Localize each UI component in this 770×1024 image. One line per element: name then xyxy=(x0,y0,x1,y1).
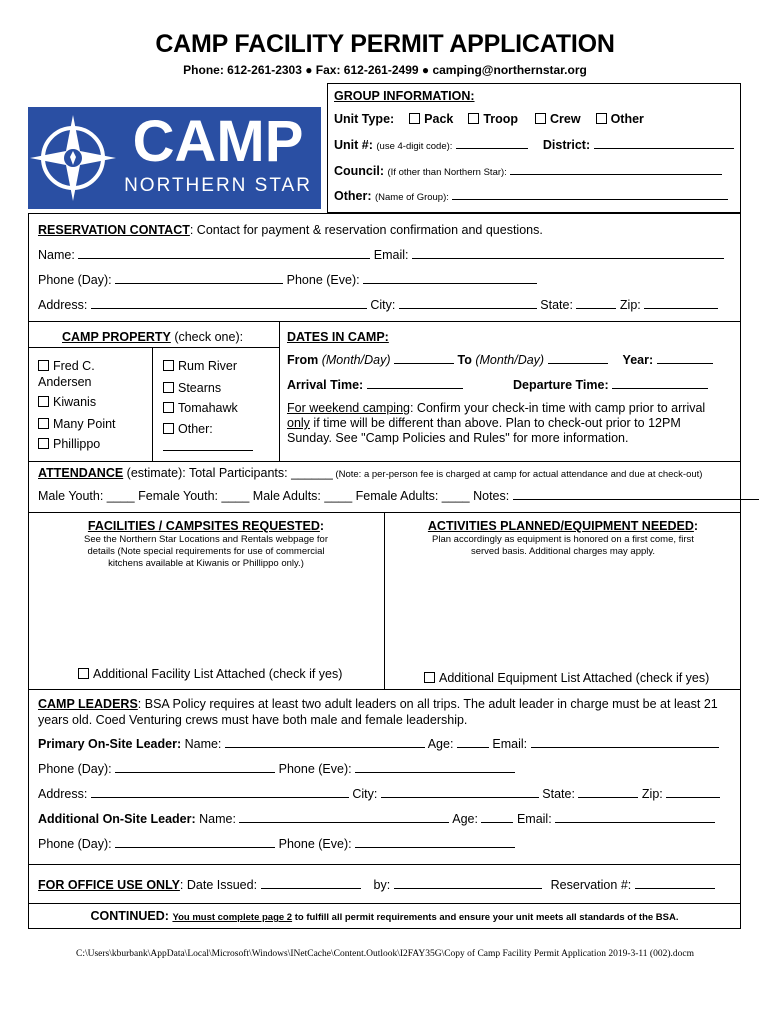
checkbox-icon[interactable] xyxy=(596,113,607,124)
checkbox-icon[interactable] xyxy=(38,360,49,371)
council-field[interactable] xyxy=(510,165,722,175)
unit-type-label: Unit Type: xyxy=(334,112,395,126)
property-rum-river[interactable]: Rum River xyxy=(163,360,237,373)
date-issued-field[interactable] xyxy=(261,879,361,889)
additional-leader-phone-row: Phone (Day): Phone (Eve): xyxy=(38,838,515,851)
reservation-name-field[interactable] xyxy=(78,249,370,259)
activities-heading: ACTIVITIES PLANNED/EQUIPMENT NEEDED: xyxy=(427,519,699,533)
checkbox-icon[interactable] xyxy=(78,668,89,679)
arrival-time-field[interactable] xyxy=(367,379,463,389)
other-group-row: Other: (Name of Group): xyxy=(334,190,728,203)
camp-leaders-header: CAMP LEADERS: BSA Policy requires at least two adult leaders on all trips. The adult leader in charge must be at least 21 years old. Coed Venturing crews must have both male and female leadership. xyxy=(38,697,718,727)
equipment-list-attached[interactable]: Additional Equipment List Attached (check if yes) xyxy=(424,672,709,685)
primary-leader-phone-row: Phone (Day): Phone (Eve): xyxy=(38,763,515,776)
weekend-note-line-3: Sunday. See "Camp Policies and Rules" for more information. xyxy=(287,431,629,445)
reservation-name-row: Name: Email: xyxy=(38,249,724,262)
dates-from-to-row: From (Month/Day) To (Month/Day) Year: xyxy=(287,354,713,367)
property-many-point[interactable]: Many Point xyxy=(38,418,116,431)
departure-row: Departure Time: xyxy=(513,379,708,392)
property-fred-c-andersen[interactable]: Fred C. Andersen xyxy=(38,359,95,389)
to-date-field[interactable] xyxy=(548,354,608,364)
checkbox-icon[interactable] xyxy=(163,402,174,413)
contact-line: Phone: 612-261-2303 ● Fax: 612-261-2499 ● camping@northernstar.org xyxy=(183,63,587,77)
from-date-field[interactable] xyxy=(394,354,454,364)
unit-type-row xyxy=(334,113,644,126)
checkbox-icon[interactable] xyxy=(163,382,174,393)
weekend-note-line-1: For weekend camping: Confirm your check-in time with camp prior to arrival xyxy=(287,401,706,415)
unit-number-row: Unit #: (use 4-digit code): District: xyxy=(334,139,734,152)
checkbox-icon[interactable] xyxy=(409,113,420,124)
unit-type-troop[interactable]: Troop xyxy=(468,112,518,126)
primary-leader-city-field[interactable] xyxy=(381,788,539,798)
primary-leader-address-field[interactable] xyxy=(91,788,349,798)
reservation-email-field[interactable] xyxy=(412,249,724,259)
logo-subtitle: NORTHERN STAR xyxy=(124,175,312,196)
additional-leader-age-field[interactable] xyxy=(481,813,513,823)
primary-leader-email-field[interactable] xyxy=(531,738,719,748)
reservation-address-field[interactable] xyxy=(91,299,367,309)
dates-heading: DATES IN CAMP: xyxy=(287,330,389,344)
reservation-city-field[interactable] xyxy=(399,299,537,309)
file-path-footer: C:\Users\kburbank\AppData\Local\Microsoft\Windows\INetCache\Content.Outlook\I2FAY35G\Copy of Camp Facility Permit Application 2019-3-11 (002).docm xyxy=(75,949,694,959)
property-phillippo[interactable]: Phillippo xyxy=(38,438,100,451)
property-other-field[interactable] xyxy=(163,441,253,451)
checkbox-icon[interactable] xyxy=(163,423,174,434)
additional-leader-row: Additional On-Site Leader: Name: Age: Email: xyxy=(38,813,715,826)
primary-leader-phone-day-field[interactable] xyxy=(115,763,275,773)
group-info-heading: GROUP INFORMATION: xyxy=(334,89,475,103)
primary-leader-phone-eve-field[interactable] xyxy=(355,763,515,773)
unit-type-other[interactable]: Other xyxy=(596,112,644,126)
camp-northern-star-logo xyxy=(28,107,321,209)
additional-leader-phone-day-field[interactable] xyxy=(115,838,275,848)
departure-time-field[interactable] xyxy=(612,379,708,389)
reservation-phone-row: Phone (Day): Phone (Eve): xyxy=(38,274,537,287)
camp-property-heading: CAMP PROPERTY (check one): xyxy=(62,330,244,344)
other-group-field[interactable] xyxy=(452,190,728,200)
reservation-number-field[interactable] xyxy=(635,879,715,889)
district-field[interactable] xyxy=(594,139,734,149)
checkbox-icon[interactable] xyxy=(535,113,546,124)
reservation-phone-day-field[interactable] xyxy=(115,274,283,284)
activities-desc: Plan accordingly as equipment is honored on a first come, first served basis. Additional charges may apply. xyxy=(432,534,694,557)
arrival-row: Arrival Time: xyxy=(287,379,463,392)
checkbox-icon[interactable] xyxy=(38,396,49,407)
attendance-breakdown-row: Male Youth: ____ Female Youth: ____ Male Adults: ____ Female Adults: ____ Notes: xyxy=(38,490,759,503)
primary-leader-row: Primary On-Site Leader: Name: Age: Email: xyxy=(38,738,719,751)
reservation-contact-header: RESERVATION CONTACT: Contact for payment & reservation confirmation and questions. xyxy=(38,223,543,237)
checkbox-icon[interactable] xyxy=(38,438,49,449)
unit-number-field[interactable] xyxy=(456,139,528,149)
primary-leader-name-field[interactable] xyxy=(225,738,425,748)
attendance-notes-field[interactable] xyxy=(513,490,759,500)
checkbox-icon[interactable] xyxy=(468,113,479,124)
issued-by-field[interactable] xyxy=(394,879,542,889)
primary-leader-address-row: Address: City: State: Zip: xyxy=(38,788,720,801)
council-row: Council: (If other than Northern Star): xyxy=(334,165,722,178)
unit-type-pack[interactable]: Pack xyxy=(409,112,453,126)
checkbox-icon[interactable] xyxy=(38,418,49,429)
facilities-desc: See the Northern Star Locations and Rentals webpage for details (Note special requirements for use of commercial kitchens available at Kiwanis or Phillippo only.) xyxy=(84,534,328,569)
additional-leader-phone-eve-field[interactable] xyxy=(355,838,515,848)
continued-note: CONTINUED: You must complete page 2 to fulfill all permit requirements and ensure your unit meets all standards of the BSA. xyxy=(90,909,679,923)
additional-leader-name-field[interactable] xyxy=(239,813,449,823)
attendance-row: ATTENDANCE (estimate): Total Participants: ______ (Note: a per-person fee is charged at camp for actual attendance and due at check-out) xyxy=(38,466,703,480)
primary-leader-state-field[interactable] xyxy=(578,788,638,798)
reservation-address-row: Address: City: State: Zip: xyxy=(38,299,718,312)
weekend-note-line-2: only if time will be different than above. Plan to check-out prior to 12PM xyxy=(287,416,681,430)
page-2-link[interactable]: You must complete page 2 xyxy=(172,912,293,923)
logo-word: CAMP xyxy=(132,109,304,174)
property-other[interactable]: Other: xyxy=(163,423,213,436)
facilities-heading: FACILITIES / CAMPSITES REQUESTED: xyxy=(87,519,325,533)
unit-type-crew[interactable]: Crew xyxy=(535,112,581,126)
page-title: CAMP FACILITY PERMIT APPLICATION xyxy=(155,30,615,58)
checkbox-icon[interactable] xyxy=(163,360,174,371)
property-tomahawk[interactable]: Tomahawk xyxy=(163,402,238,415)
year-field[interactable] xyxy=(657,354,713,364)
facility-list-attached[interactable]: Additional Facility List Attached (check if yes) xyxy=(78,668,342,681)
reservation-zip-field[interactable] xyxy=(644,299,718,309)
additional-leader-email-field[interactable] xyxy=(555,813,715,823)
compass-star-icon xyxy=(28,107,321,209)
property-kiwanis[interactable]: Kiwanis xyxy=(38,396,96,409)
office-use-row: FOR OFFICE USE ONLY: Date Issued: by: Reservation #: xyxy=(38,879,715,892)
checkbox-icon[interactable] xyxy=(424,672,435,683)
primary-leader-age-field[interactable] xyxy=(457,738,489,748)
reservation-phone-eve-field[interactable] xyxy=(363,274,537,284)
primary-leader-zip-field[interactable] xyxy=(666,788,720,798)
reservation-state-field[interactable] xyxy=(576,299,616,309)
property-stearns[interactable]: Stearns xyxy=(163,382,221,395)
